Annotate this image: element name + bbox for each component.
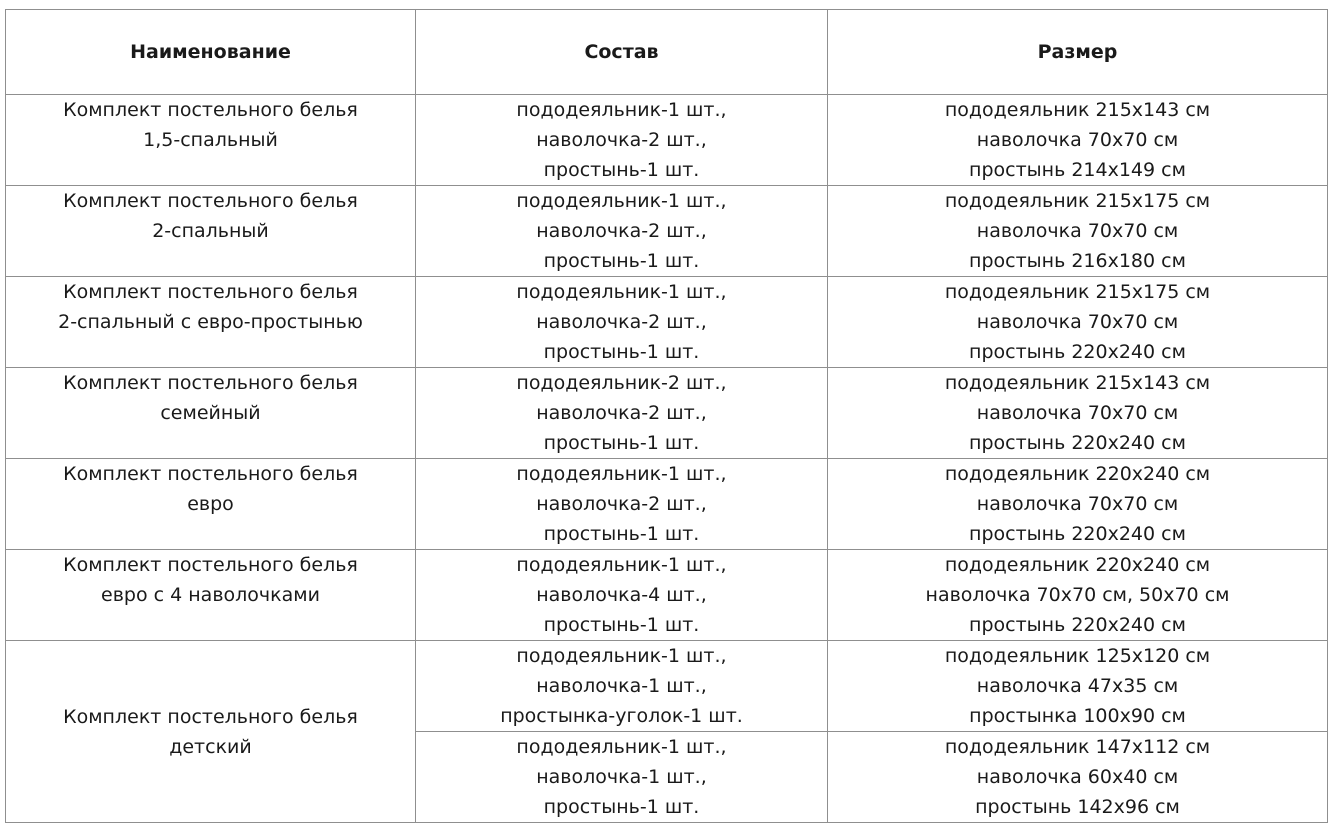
table-row xyxy=(6,186,1328,277)
size-line: простынь 214х149 см xyxy=(969,159,1186,181)
composition-line: наволочка-2 шт., xyxy=(536,402,707,424)
product-name-line: Комплект постельного белья xyxy=(63,99,358,121)
table-row xyxy=(6,95,1328,186)
composition-line: пододеяльник-1 шт., xyxy=(516,99,727,121)
composition-line: простынь-1 шт. xyxy=(543,432,700,454)
bedding-sets-table xyxy=(5,9,1328,823)
size-line: наволочка 70х70 см xyxy=(976,311,1179,333)
composition-cell xyxy=(416,95,828,186)
composition-cell xyxy=(416,459,828,550)
product-name-line: Комплект постельного белья xyxy=(63,463,358,485)
size-line: пододеяльник 215х175 см xyxy=(944,190,1211,212)
product-name-line: Комплект постельного белья xyxy=(63,190,358,212)
composition-line: простынка-уголок-1 шт. xyxy=(500,705,743,727)
size-line: простынь 216х180 см xyxy=(969,250,1186,272)
table-row xyxy=(6,459,1328,550)
table-header-row xyxy=(6,10,1328,95)
size-cell xyxy=(828,459,1328,550)
size-line: пододеяльник 125х120 см xyxy=(944,645,1211,667)
product-name-line: Комплект постельного белья xyxy=(63,705,358,728)
composition-line: простынь-1 шт. xyxy=(543,159,700,181)
product-name-line: Комплект постельного белья xyxy=(63,554,358,576)
size-cell xyxy=(828,641,1328,732)
table-row xyxy=(6,368,1328,459)
header-size: Размер xyxy=(828,10,1328,95)
product-name-line: евро с 4 наволочками xyxy=(101,584,320,606)
product-name-cell xyxy=(6,368,416,459)
size-line: пододеяльник 215х175 см xyxy=(944,281,1211,303)
size-line: наволочка 70х70 см xyxy=(976,402,1179,424)
size-cell xyxy=(828,186,1328,277)
composition-line: наволочка-2 шт., xyxy=(536,311,707,333)
composition-line: пододеяльник-2 шт., xyxy=(516,372,727,394)
size-cell xyxy=(828,277,1328,368)
composition-cell xyxy=(416,368,828,459)
composition-line: пододеяльник-1 шт., xyxy=(516,645,727,667)
composition-cell xyxy=(416,186,828,277)
product-name-cell xyxy=(6,277,416,368)
size-cell xyxy=(828,95,1328,186)
size-cell xyxy=(828,368,1328,459)
table-row xyxy=(6,277,1328,368)
size-line: пододеяльник 215х143 см xyxy=(944,372,1211,394)
composition-line: простынь-1 шт. xyxy=(543,341,700,363)
composition-cell xyxy=(416,641,828,732)
composition-line: наволочка-1 шт., xyxy=(536,675,707,697)
size-line: простынка 100х90 см xyxy=(969,705,1186,727)
product-name-cell xyxy=(6,95,416,186)
size-line: наволочка 70х70 см, 50х70 см xyxy=(925,584,1230,606)
header-name: Наименование xyxy=(6,10,416,95)
product-name-cell xyxy=(6,186,416,277)
size-line: простынь 220х240 см xyxy=(969,523,1186,545)
composition-line: простынь-1 шт. xyxy=(543,250,700,272)
composition-line: наволочка-2 шт., xyxy=(536,220,707,242)
size-line: наволочка 60х40 см xyxy=(976,766,1179,788)
composition-line: наволочка-2 шт., xyxy=(536,129,707,151)
product-name-line: Комплект постельного белья xyxy=(63,281,358,303)
product-name-cell xyxy=(6,641,416,823)
composition-line: простынь-1 шт. xyxy=(543,523,700,545)
composition-line: наволочка-1 шт., xyxy=(536,766,707,788)
composition-line: наволочка-2 шт., xyxy=(536,493,707,515)
product-name-line: Комплект постельного белья xyxy=(63,372,358,394)
composition-cell xyxy=(416,550,828,641)
product-name-line: евро xyxy=(187,493,234,515)
product-name-cell xyxy=(6,459,416,550)
size-line: простынь 220х240 см xyxy=(969,614,1186,636)
table-row xyxy=(6,641,1328,732)
table-row xyxy=(6,550,1328,641)
composition-line: наволочка-4 шт., xyxy=(536,584,707,606)
composition-cell xyxy=(416,277,828,368)
size-line: пододеяльник 220х240 см xyxy=(944,554,1211,576)
size-line: пододеяльник 220х240 см xyxy=(944,463,1211,485)
product-name-line: семейный xyxy=(160,402,261,424)
size-line: наволочка 47х35 см xyxy=(976,675,1179,697)
product-name-line: 2-спальный xyxy=(152,220,269,242)
size-cell xyxy=(828,732,1328,823)
size-line: простынь 142х96 см xyxy=(975,796,1180,818)
composition-line: простынь-1 шт. xyxy=(543,614,700,636)
size-line: наволочка 70х70 см xyxy=(976,493,1179,515)
size-line: пододеяльник 215х143 см xyxy=(944,99,1211,121)
size-line: простынь 220х240 см xyxy=(969,432,1186,454)
composition-line: пододеяльник-1 шт., xyxy=(516,736,727,758)
product-name-line: 2-спальный с евро-простынью xyxy=(58,311,363,333)
composition-line: пододеяльник-1 шт., xyxy=(516,463,727,485)
size-line: наволочка 70х70 см xyxy=(976,129,1179,151)
product-name-line: детский xyxy=(169,735,252,758)
product-name-line: 1,5-спальный xyxy=(143,129,278,151)
header-composition: Состав xyxy=(416,10,828,95)
size-line: пододеяльник 147х112 см xyxy=(944,736,1211,758)
composition-line: пододеяльник-1 шт., xyxy=(516,554,727,576)
composition-line: пододеяльник-1 шт., xyxy=(516,281,727,303)
size-line: наволочка 70х70 см xyxy=(976,220,1179,242)
composition-line: простынь-1 шт. xyxy=(543,796,700,818)
size-line: простынь 220х240 см xyxy=(969,341,1186,363)
product-name-cell xyxy=(6,550,416,641)
size-cell xyxy=(828,550,1328,641)
composition-cell xyxy=(416,732,828,823)
composition-line: пододеяльник-1 шт., xyxy=(516,190,727,212)
